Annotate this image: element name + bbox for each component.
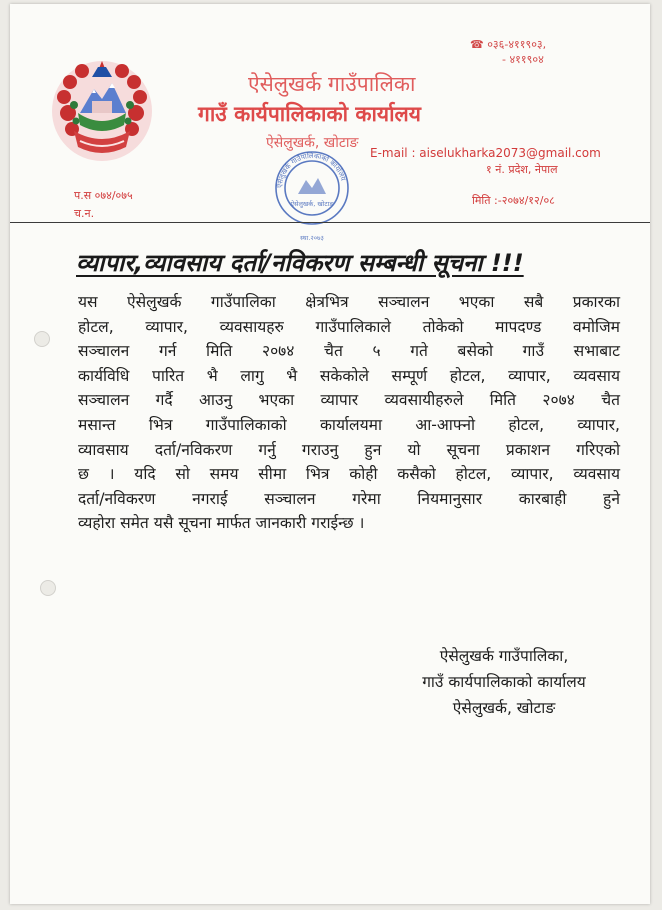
office-location: ऐसेलुखर्क, खोटाङ xyxy=(266,135,359,151)
stamp-location-text: ऐसेलुखर्क, खोटाङ xyxy=(290,200,334,208)
email-address: E-mail : aiselukharka2073@gmail.com xyxy=(370,146,601,160)
notice-line: कार्यविधि पारित भै लागु भै सकेकोले सम्पूर्ण होटल, व्यापार, व्यवसाय xyxy=(78,366,620,385)
punch-hole-bottom xyxy=(40,580,56,596)
signature-line-municipality: ऐसेलुखर्क गाउँपालिका, xyxy=(439,647,569,665)
signature-line-office: गाउँ कार्यपालिकाको कार्यालय xyxy=(422,673,586,691)
stamp-year-text: स्था.२०७३ xyxy=(300,234,324,242)
notice-line: व्यहोरा समेत यसै सूचना मार्फत जानकारी गराईन्छ । xyxy=(78,514,365,533)
office-stamp-icon xyxy=(268,148,356,250)
letter-date: मिति :-२०७४/१२/०८ xyxy=(472,194,555,207)
nepal-emblem-icon xyxy=(46,55,158,167)
header-divider xyxy=(10,222,650,223)
notice-line: यस ऐसेलुखर्क गाउँपालिका क्षेत्रभित्र सञ्चालन भएका सबै प्रकारका xyxy=(78,293,620,311)
notice-line: दर्ता/नविकरण नगराई सञ्चालन गरेमा नियमानुसार कारबाही हुने xyxy=(78,489,620,508)
notice-body xyxy=(78,290,620,536)
reference-number: प.स ०७४/०७५ xyxy=(74,189,133,202)
fax-number: - ४११९०४ xyxy=(502,53,544,66)
phone-number: ☎ ०३६-४११९०३, xyxy=(470,38,547,51)
municipality-name: ऐसेलुखर्क गाउँपालिका xyxy=(248,72,416,96)
signature-block xyxy=(384,643,624,721)
punch-hole-top xyxy=(34,331,50,347)
notice-line: छ । यदि सो समय सीमा भित्र कोही कसैको होटल, व्यापार, व्यवसाय xyxy=(78,465,620,484)
notice-line: होटल, व्यापार, व्यवसायहरु गाउँपालिकाले तोकेको मापदण्ड वमोजिम xyxy=(78,317,620,336)
notice-line: व्यावसाय दर्ता/नविकरण गर्नु गराउनु हुन यो सूचना प्रकाशन गरिएको xyxy=(78,440,620,459)
dispatch-number: च.न. xyxy=(74,207,95,220)
notice-line: मसान्त भित्र गाउँपालिकाको कार्यालयमा आ-आफ्नो होटल, व्यापार, xyxy=(78,415,620,434)
notice-title: व्यापार,व्यावसाय दर्ता/नविकरण सम्बन्धी सूचना !!! xyxy=(76,249,524,277)
notice-line: सञ्चालन गर्न मिति २०७४ चैत ५ गते बसेको गाउँ सभाबाट xyxy=(78,342,620,361)
stamp-arc-text: ऐसेलुखर्क गाउँपालिकाको कार्यालय xyxy=(275,151,348,189)
notice-line: सञ्चालन गर्दै आउनु भएका व्यापार व्यवसायीहरुले मिति २०७४ चैत xyxy=(78,391,620,410)
office-name: गाउँ कार्यपालिकाको कार्यालय xyxy=(198,102,421,126)
province-address: १ नं. प्रदेश, नेपाल xyxy=(486,163,558,176)
signature-line-location: ऐसेलुखर्क, खोटाङ xyxy=(452,699,556,717)
